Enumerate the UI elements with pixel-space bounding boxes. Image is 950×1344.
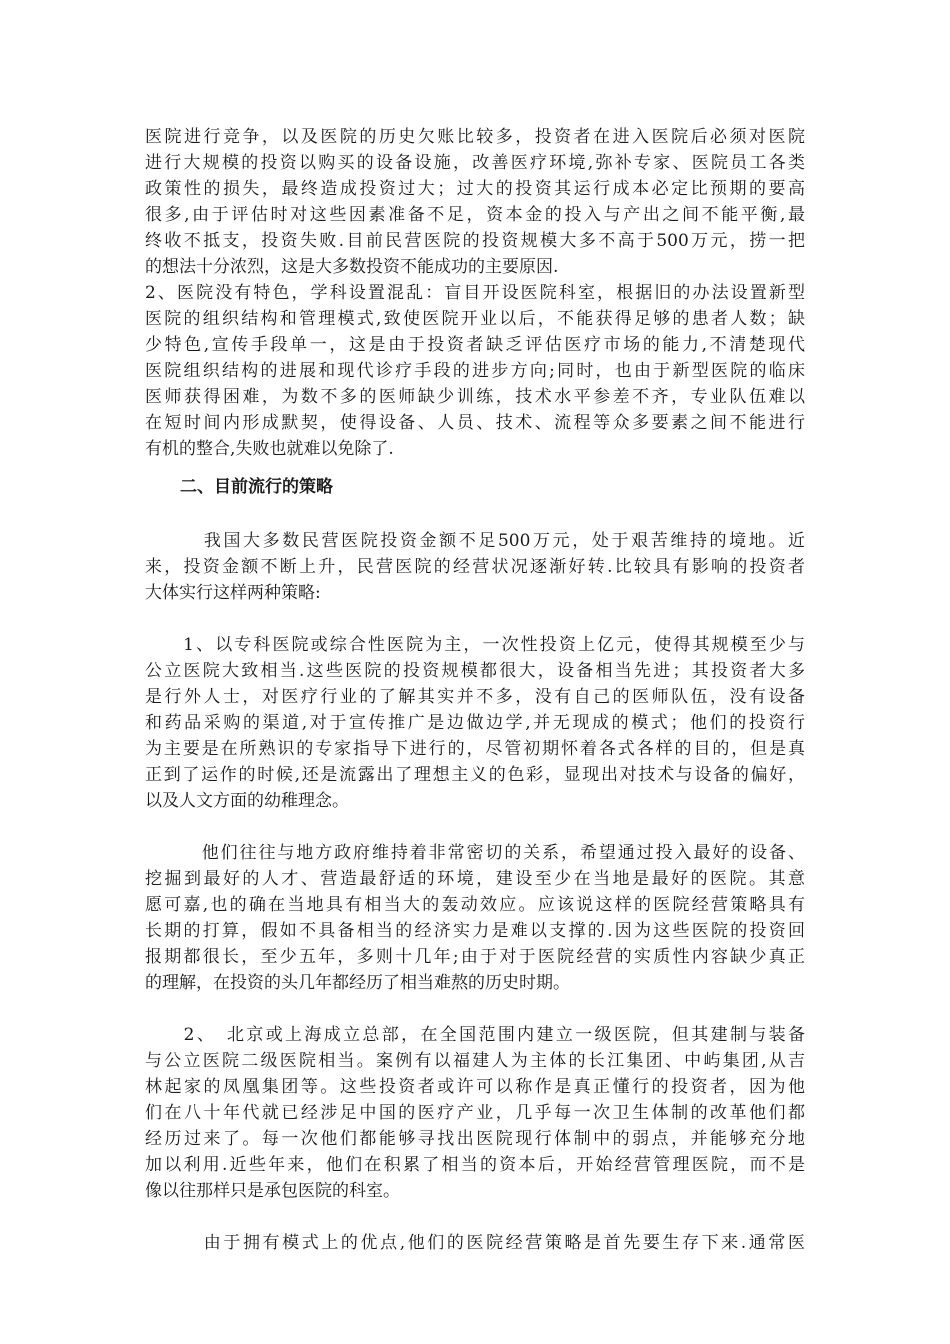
text-line: 医师获得困难，为数不多的医师缺少训练，技术水平参差不齐，专业队伍难以: [145, 387, 805, 407]
text-line: 2、 北京或上海成立总部，在全国范围内建立一级医院，但其建制与装备: [145, 1025, 805, 1045]
text-line: 我国大多数民营医院投资金额不足500万元，处于艰苦维持的境地。近: [145, 531, 805, 551]
text-line: 在短时间内形成默契，使得设备、人员、技术、流程等众多要素之间不能进行: [145, 413, 805, 433]
text-line: 政策性的损失，最终造成投资过大；过大的投资其运行成本必定比预期的要高: [145, 179, 805, 199]
text-line: 为主要是在所熟识的专家指导下进行的，尽管初期怀着各式各样的目的，但是真: [145, 739, 805, 759]
text-line: 长期的打算，假如不具备相当的经济实力是难以支撑的.因为这些医院的投资回: [145, 921, 805, 941]
text-line: 来，投资金额不断上升，民营医院的经营状况逐渐好转.比较具有影响的投资者: [145, 557, 805, 577]
text-line: 医院进行竞争，以及医院的历史欠账比较多，投资者在进入医院后必须对医院: [145, 127, 805, 147]
text-line: 林起家的凤凰集团等。这些投资者或许可以称作是真正懂行的投资者，因为他: [145, 1077, 805, 1097]
text-line: 2、医院没有特色，学科设置混乱：盲目开设医院科室，根据旧的办法设置新型: [145, 283, 805, 303]
text-line: 医院的组织结构和管理模式,致使医院开业以后，不能获得足够的患者人数；缺: [145, 309, 805, 329]
text-line: 医院组织结构的进展和现代诊疗手段的进步方向;同时，也由于新型医院的临床: [145, 361, 805, 381]
text-line: 终收不抵支，投资失败.目前民营医院的投资规模大多不高于500万元，捞一把: [145, 231, 805, 251]
text-line: 们在八十年代就已经涉足中国的医疗产业，几乎每一次卫生体制的改革他们都: [145, 1103, 805, 1123]
text-line: 的想法十分浓烈，这是大多数投资不能成功的主要原因.: [145, 257, 559, 277]
text-line: 大体实行这样两种策略:: [145, 583, 321, 603]
text-line: 有机的整合,失败也就难以免除了.: [145, 439, 394, 459]
text-line: 报期都很长，至少五年，多则十几年;由于对于医院经营的实质性内容缺少真正: [145, 947, 805, 967]
text-line: 公立医院大致相当.这些医院的投资规模都很大，设备相当先进；其投资者大多: [145, 661, 805, 681]
text-line: 像以往那样只是承包医院的科室。: [145, 1181, 400, 1201]
text-line: 是行外人士，对医疗行业的了解其实并不多，没有自己的医师队伍，没有设备: [145, 687, 805, 707]
text-line: 由于拥有模式上的优点,他们的医院经营策略是首先要生存下来.通常医: [145, 1233, 805, 1253]
text-line: 的理解，在投资的头几年都经历了相当难熬的历史时期。: [145, 973, 570, 993]
text-line: 进行大规模的投资以购买的设备设施，改善医疗环境,弥补专家、医院员工各类: [145, 153, 805, 173]
text-line: 挖掘到最好的人才、营造最舒适的环境，建设至少在当地是最好的医院。其意: [145, 869, 805, 889]
text-line: 愿可嘉,也的确在当地具有相当大的轰动效应。应该说这样的医院经营策略具有: [145, 895, 805, 915]
text-line: 正到了运作的时候,还是流露出了理想主义的色彩，显现出对技术与设备的偏好，: [145, 765, 805, 785]
text-line: 少特色,宣传手段单一，这是由于投资者缺乏评估医疗市场的能力,不清楚现代: [145, 335, 805, 355]
text-line: 1、以专科医院或综合性医院为主，一次性投资上亿元，使得其规模至少与: [145, 635, 805, 655]
text-line: 与公立医院二级医院相当。案例有以福建人为主体的长江集团、中屿集团,从吉: [145, 1051, 805, 1071]
text-line: 很多,由于评估时对这些因素准备不足，资本金的投入与产出之间不能平衡,最: [145, 205, 805, 225]
text-line: 经历过来了。每一次他们都能够寻找出医院现行体制中的弱点，并能够充分地: [145, 1129, 805, 1149]
text-line: 和药品采购的渠道,对于宣传推广是边做边学,并无现成的模式；他们的投资行: [145, 713, 805, 733]
text-line: 他们往往与地方政府维持着非常密切的关系，希望通过投入最好的设备、: [145, 843, 805, 863]
text-line: 以及人文方面的幼稚理念。: [145, 791, 349, 811]
text-line: 加以利用.近些年来，他们在积累了相当的资本后，开始经营管理医院，而不是: [145, 1155, 805, 1175]
section-heading: 二、目前流行的策略: [180, 477, 333, 497]
